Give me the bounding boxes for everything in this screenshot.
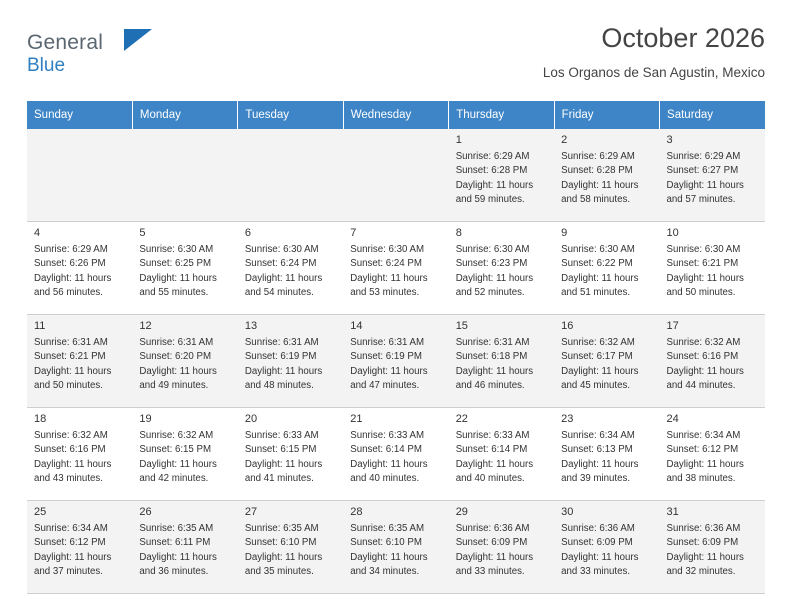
calendar-day-cell[interactable] [343,501,448,594]
day-details [667,150,760,207]
day-detail-line: Sunset: 6:20 PM [139,351,212,363]
day-details [561,336,654,393]
day-detail-line: Sunset: 6:18 PM [455,351,528,363]
day-details [139,336,232,393]
day-detail-line: Sunrise: 6:35 AM [350,523,425,535]
day-detail-line: Daylight: 11 hours [666,458,744,470]
calendar-day-cell[interactable] [660,222,765,315]
calendar-day-cell[interactable] [238,222,343,315]
day-number: 19 [139,413,152,425]
calendar-day-cell[interactable] [343,408,448,501]
day-detail-line: Sunset: 6:23 PM [455,258,528,270]
day-detail-line: Daylight: 11 hours [455,458,534,470]
day-detail-line: and 59 minutes. [455,193,525,205]
day-detail-line: and 33 minutes. [455,565,525,577]
day-number: 29 [455,506,468,518]
calendar-empty-cell [27,129,132,222]
day-detail-line: Sunrise: 6:29 AM [455,151,530,163]
calendar-week-row [27,408,765,501]
day-detail-line: Sunset: 6:24 PM [244,258,317,270]
day-detail-line: and 41 minutes. [244,472,314,484]
day-detail-line: Daylight: 11 hours [561,458,639,470]
calendar-day-cell[interactable] [343,315,448,408]
day-number: 17 [666,320,679,332]
day-details [34,522,127,579]
day-details [667,522,760,579]
day-number: 23 [561,413,574,425]
day-detail-line: Daylight: 11 hours [561,179,639,191]
day-detail-line: Sunrise: 6:30 AM [455,244,530,256]
calendar-day-cell[interactable] [449,129,554,222]
weekday-header-saturday: Saturday [660,101,765,129]
calendar-day-cell[interactable] [27,408,132,501]
calendar-day-cell[interactable] [449,408,554,501]
day-detail-line: Sunrise: 6:35 AM [244,523,319,535]
day-details [245,243,338,300]
day-details [561,150,654,207]
calendar-day-cell[interactable] [554,222,659,315]
day-detail-line: and 54 minutes. [244,286,314,298]
day-detail-line: and 46 minutes. [455,379,525,391]
day-detail-line: Daylight: 11 hours [455,551,534,563]
day-detail-line: Sunset: 6:16 PM [666,351,739,363]
day-detail-line: Sunset: 6:14 PM [455,444,528,456]
calendar-day-cell[interactable] [554,129,659,222]
day-detail-line: and 50 minutes. [34,379,103,391]
day-detail-line: Sunrise: 6:36 AM [666,523,741,535]
calendar-day-cell[interactable] [238,501,343,594]
day-detail-line: and 56 minutes. [34,286,103,298]
day-detail-line: Sunset: 6:21 PM [666,258,739,270]
day-detail-line: and 43 minutes. [34,472,103,484]
day-detail-line: Daylight: 11 hours [244,551,323,563]
day-details [456,150,549,207]
calendar-week-row [27,222,765,315]
brand-name-general: General [27,31,104,54]
day-details [350,336,443,393]
day-number: 5 [139,227,146,239]
calendar-day-cell[interactable] [660,408,765,501]
day-details [139,243,232,300]
day-detail-line: Daylight: 11 hours [455,179,534,191]
day-detail-line: Daylight: 11 hours [350,365,428,377]
day-detail-line: Sunrise: 6:32 AM [666,337,741,349]
calendar-week-row [27,315,765,408]
day-detail-line: Daylight: 11 hours [139,272,217,284]
day-detail-line: Sunset: 6:26 PM [34,258,106,270]
day-detail-line: Sunrise: 6:30 AM [244,244,319,256]
day-detail-line: Sunset: 6:13 PM [561,444,633,456]
day-detail-line: and 47 minutes. [350,379,420,391]
page-header [27,22,765,92]
day-detail-line: Daylight: 11 hours [561,365,639,377]
day-number: 22 [455,413,468,425]
day-detail-line: Sunset: 6:11 PM [139,537,211,549]
day-detail-line: Sunset: 6:28 PM [455,165,528,177]
day-detail-line: Daylight: 11 hours [244,272,323,284]
day-details [667,336,760,393]
weekday-header-friday: Friday [554,101,659,129]
day-detail-line: and 50 minutes. [666,286,736,298]
day-detail-line: Sunrise: 6:31 AM [455,337,530,349]
day-detail-line: Daylight: 11 hours [666,179,744,191]
day-details [350,243,443,300]
day-details [456,336,549,393]
day-detail-line: and 33 minutes. [561,565,631,577]
day-detail-line: Sunrise: 6:32 AM [139,430,214,442]
day-detail-line: and 34 minutes. [350,565,420,577]
day-details [561,429,654,486]
calendar-day-cell[interactable] [449,315,554,408]
calendar-day-cell[interactable] [660,315,765,408]
day-detail-line: and 42 minutes. [139,472,209,484]
day-detail-line: Daylight: 11 hours [139,551,217,563]
day-details [139,429,232,486]
day-number: 18 [34,413,47,425]
calendar-day-cell[interactable] [132,408,237,501]
calendar-day-cell[interactable] [554,501,659,594]
weekday-header-wednesday: Wednesday [343,101,448,129]
day-detail-line: Sunrise: 6:29 AM [666,151,741,163]
calendar-day-cell[interactable] [132,315,237,408]
day-detail-line: Sunset: 6:19 PM [244,351,317,363]
day-details [245,429,338,486]
day-detail-line: Daylight: 11 hours [34,272,112,284]
day-detail-line: Sunrise: 6:36 AM [561,523,635,535]
calendar-day-cell[interactable] [132,222,237,315]
day-detail-line: Sunrise: 6:33 AM [350,430,425,442]
day-detail-line: Sunrise: 6:33 AM [455,430,530,442]
day-detail-line: Daylight: 11 hours [666,551,744,563]
day-detail-line: and 40 minutes. [350,472,420,484]
day-number: 10 [666,227,679,239]
day-detail-line: Sunrise: 6:35 AM [139,523,214,535]
day-detail-line: Sunrise: 6:30 AM [666,244,741,256]
day-detail-line: Sunset: 6:15 PM [139,444,212,456]
day-detail-line: Daylight: 11 hours [34,365,112,377]
calendar-day-cell[interactable] [660,501,765,594]
day-details [245,522,338,579]
day-detail-line: Sunset: 6:24 PM [350,258,422,270]
day-detail-line: Daylight: 11 hours [244,458,323,470]
day-number: 1 [455,134,462,146]
day-number: 8 [455,227,462,239]
day-detail-line: Sunrise: 6:29 AM [561,151,635,163]
calendar-day-cell[interactable] [132,501,237,594]
day-detail-line: Sunset: 6:10 PM [350,537,422,549]
calendar-body [27,129,765,594]
day-detail-line: Sunset: 6:14 PM [350,444,422,456]
day-detail-line: Sunset: 6:12 PM [666,444,739,456]
calendar-empty-cell [343,129,448,222]
day-detail-line: and 35 minutes. [244,565,314,577]
day-detail-line: Sunset: 6:21 PM [34,351,106,363]
day-detail-line: and 58 minutes. [561,193,631,205]
day-detail-line: Sunrise: 6:36 AM [455,523,530,535]
day-detail-line: Sunset: 6:09 PM [455,537,528,549]
day-detail-line: Sunset: 6:15 PM [244,444,317,456]
day-details [561,522,654,579]
day-detail-line: and 36 minutes. [139,565,209,577]
day-number: 14 [350,320,363,332]
calendar-day-cell[interactable] [238,315,343,408]
day-details [667,243,760,300]
day-detail-line: Daylight: 11 hours [455,365,534,377]
day-detail-line: and 48 minutes. [244,379,314,391]
calendar-week-row [27,501,765,594]
day-detail-line: Sunrise: 6:32 AM [561,337,635,349]
day-detail-line: Sunset: 6:10 PM [244,537,317,549]
day-number: 9 [561,227,568,239]
day-detail-line: and 45 minutes. [561,379,631,391]
day-number: 21 [350,413,363,425]
day-detail-line: Daylight: 11 hours [34,458,112,470]
calendar-table [27,101,765,594]
calendar-day-cell[interactable] [27,222,132,315]
day-detail-line: and 39 minutes. [561,472,631,484]
calendar-day-cell[interactable] [554,315,659,408]
calendar-day-cell[interactable] [343,222,448,315]
day-detail-line: and 40 minutes. [455,472,525,484]
day-details [350,429,443,486]
day-detail-line: Daylight: 11 hours [244,365,323,377]
day-detail-line: Sunset: 6:12 PM [34,537,106,549]
day-number: 27 [244,506,258,518]
calendar-day-cell[interactable] [27,501,132,594]
day-number: 26 [139,506,152,518]
day-detail-line: Sunrise: 6:34 AM [666,430,741,442]
day-detail-line: and 37 minutes. [34,565,103,577]
day-detail-line: Daylight: 11 hours [666,365,744,377]
day-detail-line: Sunrise: 6:32 AM [34,430,108,442]
day-detail-line: Sunrise: 6:31 AM [350,337,425,349]
day-details [245,336,338,393]
calendar-day-cell[interactable] [27,315,132,408]
weekday-header-thursday: Thursday [449,101,554,129]
calendar-day-cell[interactable] [554,408,659,501]
day-detail-line: Sunset: 6:25 PM [139,258,212,270]
day-number: 13 [244,320,258,332]
day-number: 16 [561,320,574,332]
day-detail-line: Sunset: 6:09 PM [561,537,633,549]
location-subtitle: Los Organos de San Agustin, Mexico [542,64,765,80]
day-detail-line: Sunset: 6:28 PM [561,165,633,177]
flag-icon [124,29,152,51]
day-detail-line: Sunrise: 6:30 AM [350,244,425,256]
weekday-header-tuesday: Tuesday [238,101,343,129]
calendar-empty-cell [238,129,343,222]
day-detail-line: Sunrise: 6:34 AM [561,430,635,442]
day-detail-line: Sunrise: 6:33 AM [244,430,319,442]
day-detail-line: Sunrise: 6:30 AM [139,244,214,256]
day-number: 11 [34,320,46,332]
day-details [34,243,127,300]
day-detail-line: and 51 minutes. [561,286,631,298]
page-title: October 2026 [601,23,765,53]
brand-logo [27,22,207,75]
calendar-header-row [27,101,765,129]
day-number: 3 [666,134,673,146]
day-detail-line: Daylight: 11 hours [350,551,428,563]
day-detail-line: Sunrise: 6:31 AM [34,337,108,349]
day-detail-line: Sunset: 6:09 PM [666,537,739,549]
day-detail-line: Daylight: 11 hours [666,272,744,284]
day-number: 28 [350,506,363,518]
day-details [34,336,127,393]
day-detail-line: Sunrise: 6:31 AM [244,337,319,349]
day-detail-line: Sunrise: 6:29 AM [34,244,108,256]
day-number: 30 [561,506,574,518]
calendar-day-cell[interactable] [449,222,554,315]
day-detail-line: Sunrise: 6:34 AM [34,523,108,535]
day-number: 7 [350,227,357,239]
day-detail-line: Sunset: 6:17 PM [561,351,633,363]
day-details [456,429,549,486]
day-details [667,429,760,486]
day-number: 15 [455,320,468,332]
day-detail-line: Daylight: 11 hours [350,458,428,470]
day-number: 31 [666,506,679,518]
day-number: 6 [244,227,251,239]
day-detail-line: Daylight: 11 hours [34,551,112,563]
day-detail-line: and 53 minutes. [350,286,420,298]
day-detail-line: Sunrise: 6:31 AM [139,337,214,349]
day-detail-line: Sunset: 6:27 PM [666,165,739,177]
day-detail-line: Sunset: 6:19 PM [350,351,422,363]
calendar-empty-cell [132,129,237,222]
day-details [139,522,232,579]
day-detail-line: Sunset: 6:16 PM [34,444,106,456]
day-detail-line: and 38 minutes. [666,472,736,484]
day-detail-line: and 49 minutes. [139,379,209,391]
day-detail-line: Daylight: 11 hours [139,365,217,377]
day-details [456,522,549,579]
day-number: 2 [561,134,568,146]
calendar-day-cell[interactable] [238,408,343,501]
day-detail-line: and 44 minutes. [666,379,736,391]
day-details [561,243,654,300]
day-detail-line: and 52 minutes. [455,286,525,298]
day-detail-line: and 32 minutes. [666,565,736,577]
day-number: 20 [244,413,258,425]
day-detail-line: Daylight: 11 hours [561,272,639,284]
day-detail-line: and 55 minutes. [139,286,209,298]
day-detail-line: Daylight: 11 hours [455,272,534,284]
day-number: 24 [666,413,679,425]
day-detail-line: Sunset: 6:22 PM [561,258,633,270]
day-detail-line: and 57 minutes. [666,193,736,205]
day-detail-line: Daylight: 11 hours [350,272,428,284]
calendar-day-cell[interactable] [449,501,554,594]
day-details [350,522,443,579]
brand-name-blue: Blue [27,55,66,76]
day-number: 25 [34,506,47,518]
day-number: 4 [34,227,41,239]
day-detail-line: Sunrise: 6:30 AM [561,244,635,256]
title-block [543,22,765,80]
day-detail-line: Daylight: 11 hours [561,551,639,563]
day-details [456,243,549,300]
day-details [34,429,127,486]
weekday-header-monday: Monday [132,101,237,129]
weekday-header-sunday: Sunday [27,101,132,129]
day-number: 12 [139,320,152,332]
calendar-week-row [27,129,765,222]
day-detail-line: Daylight: 11 hours [139,458,217,470]
calendar-day-cell[interactable] [660,129,765,222]
